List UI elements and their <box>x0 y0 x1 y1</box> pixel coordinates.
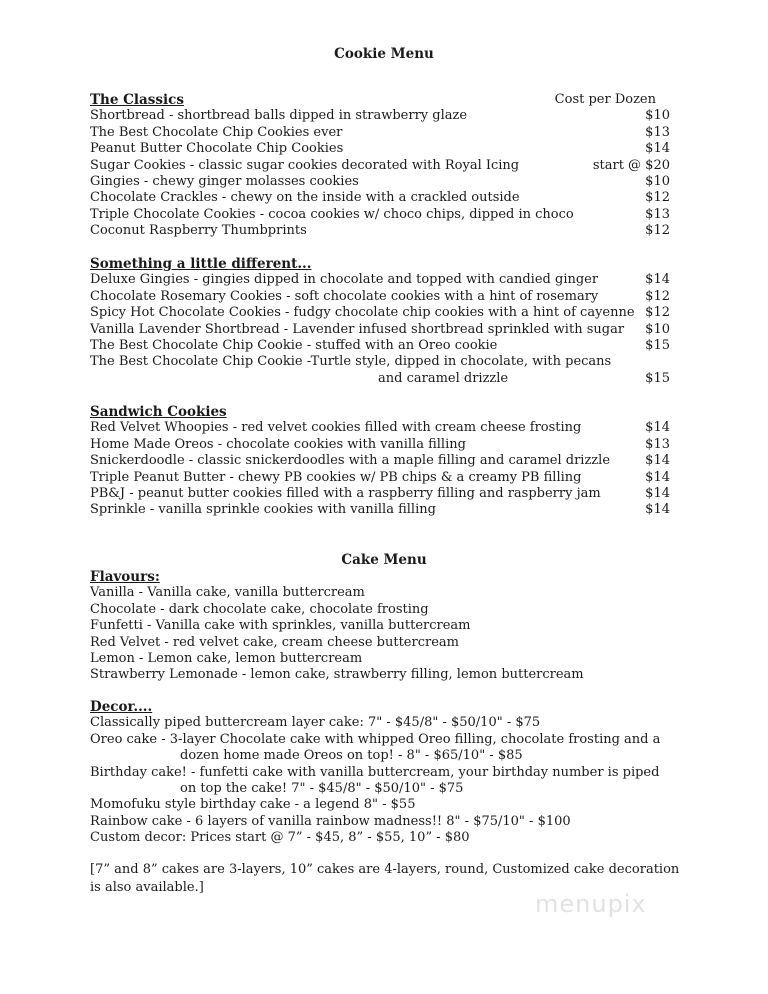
menu-item <box>90 158 670 174</box>
menu-item <box>90 223 670 239</box>
menu-item-name: Gingies - chewy ginger molasses cookies <box>90 174 359 190</box>
menu-item-price: $14 <box>645 420 670 436</box>
menu-item-name: Spicy Hot Chocolate Cookies - fudgy chocolate chip cookies with a hint of cayenne <box>90 305 635 321</box>
menu-item-name: Sprinkle - vanilla sprinkle cookies with vanilla filling <box>90 502 436 518</box>
menu-item <box>90 207 670 223</box>
menu-item <box>90 322 670 338</box>
menu-item-name: PB&J - peanut butter cookies filled with a raspberry filling and raspberry jam <box>90 486 601 502</box>
flavours-list <box>90 585 670 683</box>
menu-item-price: $14 <box>645 453 670 469</box>
menu-item-name: The Best Chocolate Chip Cookies ever <box>90 124 343 140</box>
menu-item-name: The Best Chocolate Chip Cookie - stuffed with an Oreo cookie <box>90 338 498 354</box>
flavour-item: Chocolate - dark chocolate cake, chocolate frosting <box>90 601 429 617</box>
decor-oreo-cont: dozen home made Oreos on top! - 8" - $65/10" - $85 <box>180 748 523 764</box>
sandwich-heading: Sandwich Cookies <box>90 404 227 420</box>
menu-item-name: Sugar Cookies - classic sugar cookies decorated with Royal Icing <box>90 157 520 173</box>
menu-item-name: Triple Chocolate Cookies - cocoa cookies w/ choco chips, dipped in choco <box>90 206 574 222</box>
menu-item-turtle-cont <box>90 371 670 387</box>
flavour-item: Vanilla - Vanilla cake, vanilla buttercream <box>90 585 365 601</box>
menu-item-price: $10 <box>645 321 670 337</box>
menu-item-price: $13 <box>645 436 670 452</box>
menu-item <box>90 305 670 321</box>
menu-item <box>90 470 670 486</box>
sandwich-section <box>90 404 670 519</box>
decor-birthday-cont: on top the cake! 7" - $45/8" - $50/10" - $75 <box>180 781 464 797</box>
menu-item <box>90 174 670 190</box>
menu-item <box>90 420 670 436</box>
menu-item <box>90 437 670 453</box>
flavour-item: Red Velvet - red velvet cake, cream cheese buttercream <box>90 634 459 650</box>
menu-item-price: $12 <box>645 223 670 239</box>
menu-item-price: $13 <box>645 206 670 222</box>
menu-item <box>90 486 670 502</box>
cake-note: [7” and 8” cakes are 3-layers, 10” cakes are 4-layers, round, Customized cake decoration is also available.] <box>90 862 680 895</box>
menu-item <box>90 190 670 206</box>
menu-item <box>90 141 670 157</box>
menu-item-turtle <box>90 354 670 370</box>
menu-item-price: $12 <box>645 288 670 304</box>
menu-item <box>90 289 670 305</box>
cookie-menu-title: Cookie Menu <box>334 46 434 62</box>
menu-item-name: Snickerdoodle - classic snickerdoodles with a maple filling and caramel drizzle <box>90 453 611 469</box>
menu-item <box>90 108 670 124</box>
menu-item-name: Coconut Raspberry Thumbprints <box>90 223 307 239</box>
decor-custom: Custom decor: Prices start @ 7” - $45, 8” - $55, 10” - $80 <box>90 830 470 846</box>
menu-item-price: $13 <box>645 124 670 140</box>
sandwich-list <box>90 420 670 518</box>
menu-item-price: $14 <box>645 469 670 485</box>
classics-section <box>90 92 670 240</box>
classics-header-row <box>90 92 670 108</box>
menu-item-price: $12 <box>645 190 670 206</box>
menu-item <box>90 338 670 354</box>
menu-item-price: $10 <box>645 174 670 190</box>
menu-item-price: $15 <box>645 338 670 354</box>
cake-menu-title: Cake Menu <box>341 552 427 568</box>
decor-oreo: Oreo cake - 3-layer Chocolate cake with whipped Oreo filling, chocolate frosting and a <box>90 731 661 747</box>
classics-list <box>90 108 670 239</box>
different-heading: Something a little different... <box>90 256 312 272</box>
menu-item-name: Chocolate Crackles - chewy on the inside with a crackled outside <box>90 190 520 206</box>
menu-item-price: $14 <box>645 141 670 157</box>
cost-per-dozen-label: Cost per Dozen <box>554 92 656 107</box>
flavour-item: Strawberry Lemonade - lemon cake, strawberry filling, lemon buttercream <box>90 667 584 683</box>
decor-heading: Decor.... <box>90 699 153 715</box>
different-section <box>90 256 670 387</box>
menupix-watermark: menupix <box>535 890 647 918</box>
decor-momofuku: Momofuku style birthday cake - a legend 8" - $55 <box>90 797 416 813</box>
menu-item-name: The Best Chocolate Chip Cookie -Turtle style, dipped in chocolate, with pecans <box>90 354 612 370</box>
menu-item <box>90 272 670 288</box>
flavours-section <box>90 569 670 684</box>
decor-classic: Classically piped buttercream layer cake: 7" - $45/8" - $50/10" - $75 <box>90 715 541 731</box>
menu-item <box>90 125 670 141</box>
menu-item-name: Red Velvet Whoopies - red velvet cookies filled with cream cheese frosting <box>90 420 582 436</box>
menu-item-name: Peanut Butter Chocolate Chip Cookies <box>90 141 344 157</box>
menu-item-name: Vanilla Lavender Shortbread - Lavender infused shortbread sprinkled with sugar <box>90 321 625 337</box>
decor-rainbow: Rainbow cake - 6 layers of vanilla rainbow madness!! 8" - $75/10" - $100 <box>90 813 571 829</box>
flavour-item: Funfetti - Vanilla cake with sprinkles, vanilla buttercream <box>90 618 471 634</box>
menu-item-price: start @ $20 <box>592 157 670 173</box>
menu-item-price: $12 <box>645 305 670 321</box>
menu-item-name: Shortbread - shortbread balls dipped in strawberry glaze <box>90 108 468 124</box>
flavours-heading: Flavours: <box>90 569 160 585</box>
menu-item-name: Home Made Oreos - chocolate cookies with vanilla filling <box>90 436 466 452</box>
menu-item-name: Triple Peanut Butter - chewy PB cookies w/ PB chips & a creamy PB filling <box>90 469 582 485</box>
menu-item-price: $14 <box>645 502 670 518</box>
menu-item-name: Chocolate Rosemary Cookies - soft chocolate cookies with a hint of rosemary <box>90 288 599 304</box>
different-list <box>90 272 670 354</box>
decor-section <box>90 699 670 847</box>
menu-item-price: $10 <box>645 108 670 124</box>
menu-item-name-cont: and caramel drizzle <box>378 370 509 386</box>
menu-item-price: $14 <box>645 272 670 288</box>
menu-item-price: $14 <box>645 486 670 502</box>
menu-item <box>90 453 670 469</box>
decor-birthday: Birthday cake! - funfetti cake with vanilla buttercream, your birthday number is piped <box>90 764 660 780</box>
classics-heading: The Classics <box>90 92 184 108</box>
menu-item-name: Deluxe Gingies - gingies dipped in chocolate and topped with candied ginger <box>90 272 599 288</box>
menu-item <box>90 502 670 518</box>
menu-item-price: $15 <box>645 370 670 386</box>
flavour-item: Lemon - Lemon cake, lemon buttercream <box>90 651 363 667</box>
